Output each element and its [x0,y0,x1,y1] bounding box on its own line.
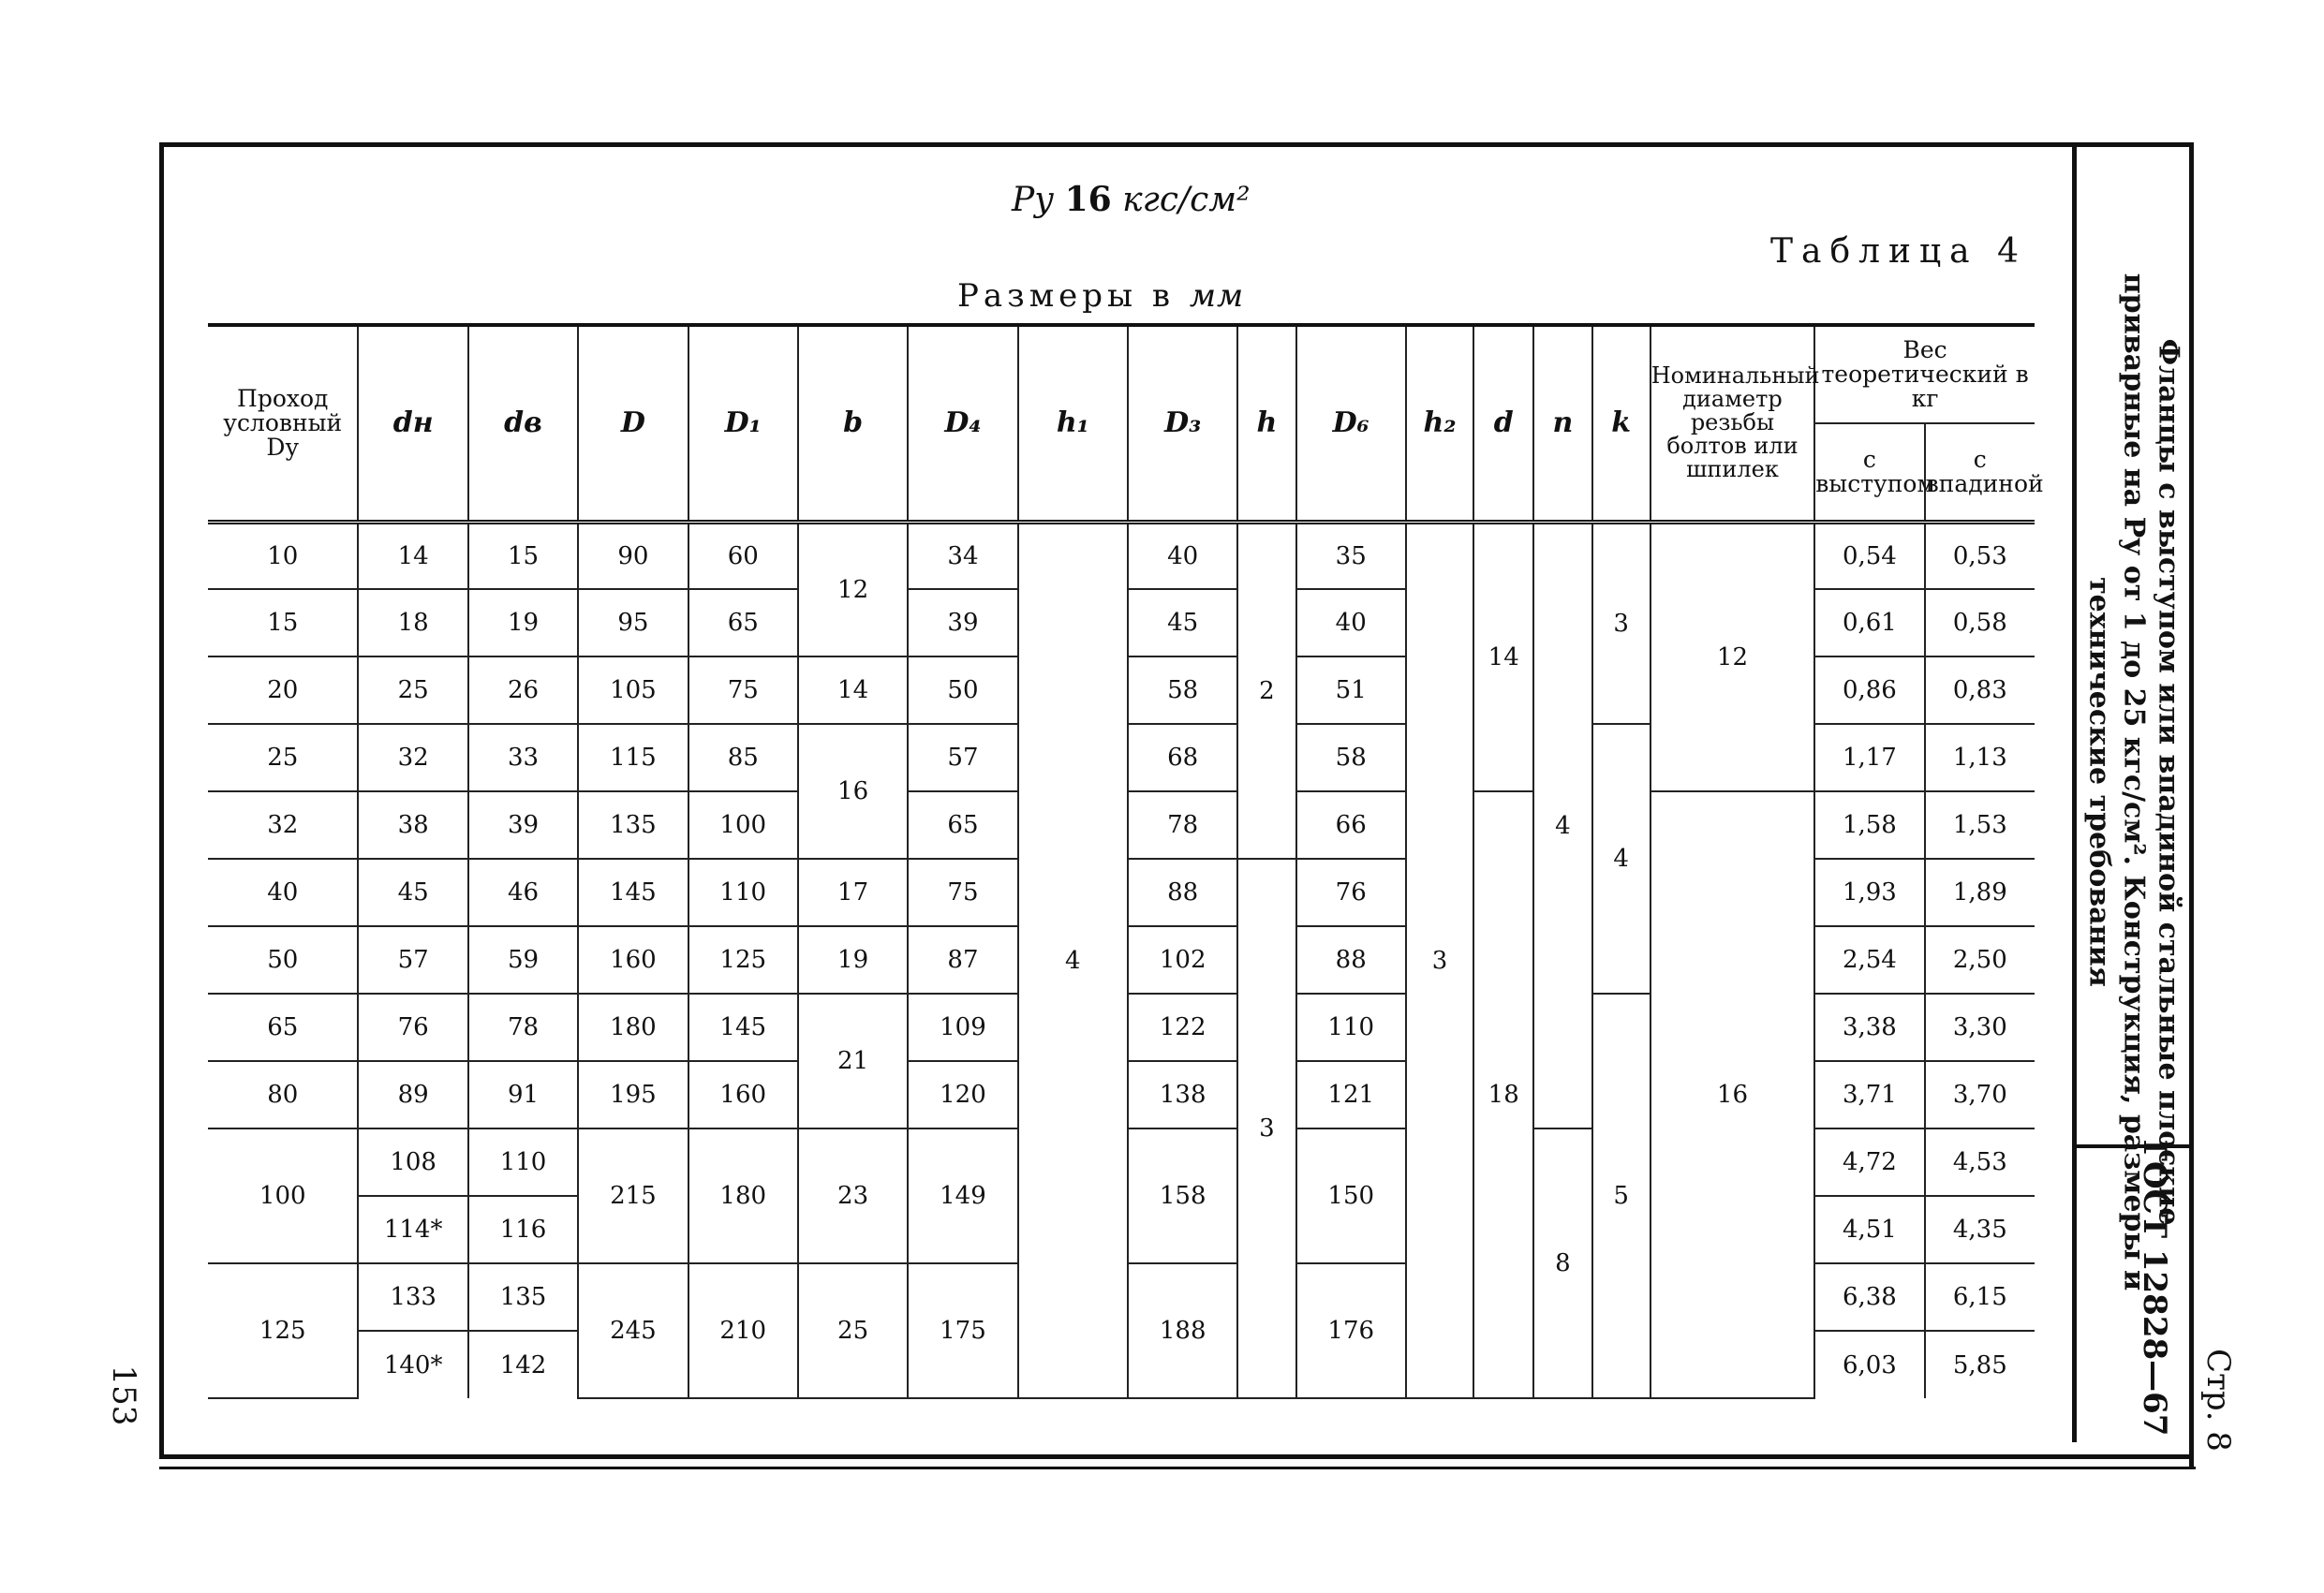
cell-dv: 26 [468,656,578,724]
cell-h: 2 [1237,522,1295,859]
cell-dn: 14 [358,522,467,589]
col-dn-header: dн [358,325,467,522]
side-separator [2072,142,2077,1442]
cell-h2: 3 [1406,522,1473,1398]
col-d-header: d [1473,325,1533,522]
cell-D: 160 [578,926,688,994]
cell-D4: 87 [908,926,1017,994]
cell-k: 3 [1592,522,1650,724]
cell-dv: 59 [468,926,578,994]
cell-D3: 102 [1128,926,1237,994]
cell-w-protrusion: 3,71 [1814,1061,1924,1128]
cell-w-protrusion: 1,58 [1814,791,1924,859]
cell-dv: 91 [468,1061,578,1128]
cell-w-protrusion: 6,38 [1814,1263,1924,1331]
cell-dn: 32 [358,724,467,791]
cell-D: 215 [578,1128,688,1263]
cell-dy: 65 [208,994,358,1061]
cell-k: 5 [1592,994,1650,1398]
cell-D6: 176 [1296,1263,1406,1398]
cell-D4: 57 [908,724,1017,791]
col-thread-header: Номинальный диаметр резьбы болтов или шпилек [1650,325,1815,522]
cell-D6: 58 [1296,724,1406,791]
cell-dv: 33 [468,724,578,791]
cell-dn: 114* [358,1196,467,1263]
cell-D6: 150 [1296,1128,1406,1263]
cell-D6: 40 [1296,589,1406,656]
cell-dn: 45 [358,859,467,926]
cell-b: 25 [798,1263,908,1398]
cell-w-protrusion: 0,61 [1814,589,1924,656]
cell-D: 145 [578,859,688,926]
col-k-header: k [1592,325,1650,522]
cell-D: 195 [578,1061,688,1128]
cell-b: 23 [798,1128,908,1263]
cell-d: 14 [1473,522,1533,791]
cell-dn: 108 [358,1128,467,1196]
cell-w-recess: 0,58 [1925,589,2035,656]
cell-w-recess: 6,15 [1925,1263,2035,1331]
flange-dimensions-table [208,323,2044,1399]
cell-D1: 145 [688,994,798,1061]
cell-h1: 4 [1018,522,1128,1398]
table-label: Таблица 4 [1770,232,2027,271]
cell-D3: 188 [1128,1263,1237,1398]
cell-D3: 122 [1128,994,1237,1061]
cell-D6: 110 [1296,994,1406,1061]
cell-dv: 110 [468,1128,578,1196]
cell-D3: 68 [1128,724,1237,791]
cell-w-recess: 0,53 [1925,522,2035,589]
frame-bottom-line [159,1467,2196,1469]
cell-D4: 175 [908,1263,1017,1398]
cell-dy: 80 [208,1061,358,1128]
col-D3-header: D₃ [1128,325,1237,522]
cell-b: 12 [798,522,908,656]
cell-D1: 100 [688,791,798,859]
col-w-recess-header: с впадиной [1925,423,2035,522]
cell-w-protrusion: 4,72 [1814,1128,1924,1196]
cell-D3: 88 [1128,859,1237,926]
cell-h: 3 [1237,859,1295,1398]
cell-dy: 50 [208,926,358,994]
cell-dv: 15 [468,522,578,589]
cell-dn: 76 [358,994,467,1061]
cell-w-protrusion: 3,38 [1814,994,1924,1061]
cell-k: 4 [1592,724,1650,994]
page-number: 153 [105,1364,142,1426]
col-n-header: n [1533,325,1591,522]
cell-D1: 65 [688,589,798,656]
col-D4-header: D₄ [908,325,1017,522]
col-D-header: D [578,325,688,522]
frame-right-line [2189,142,2194,1469]
cell-dn: 25 [358,656,467,724]
cell-b: 16 [798,724,908,859]
cell-w-recess: 3,70 [1925,1061,2035,1128]
cell-dn: 38 [358,791,467,859]
cell-D1: 210 [688,1263,798,1398]
col-b-header: b [798,325,908,522]
cell-dv: 78 [468,994,578,1061]
cell-D6: 76 [1296,859,1406,926]
cell-dy: 125 [208,1263,358,1398]
cell-dy: 100 [208,1128,358,1263]
page-label: Стр. 8 [2199,1349,2237,1452]
cell-w-protrusion: 1,93 [1814,859,1924,926]
cell-dn: 18 [358,589,467,656]
pressure-heading: Pу 16 кгс/см² [1012,180,1251,219]
cell-D4: 50 [908,656,1017,724]
cell-D: 245 [578,1263,688,1398]
cell-w-recess: 4,53 [1925,1128,2035,1196]
cell-D4: 109 [908,994,1017,1061]
cell-dn: 140* [358,1331,467,1398]
cell-dy: 15 [208,589,358,656]
cell-D1: 60 [688,522,798,589]
cell-thread: 12 [1650,522,1815,791]
cell-D1: 125 [688,926,798,994]
cell-w-protrusion: 0,54 [1814,522,1924,589]
cell-D: 180 [578,994,688,1061]
cell-b: 17 [798,859,908,926]
cell-b: 19 [798,926,908,994]
cell-D4: 65 [908,791,1017,859]
cell-dn: 57 [358,926,467,994]
cell-w-recess: 1,53 [1925,791,2035,859]
cell-w-protrusion: 4,51 [1814,1196,1924,1263]
col-w-protrusion-header: с выступом [1814,423,1924,522]
cell-D1: 75 [688,656,798,724]
cell-D4: 34 [908,522,1017,589]
cell-n: 8 [1533,1128,1591,1398]
units-caption: Размеры в мм [957,277,1245,315]
cell-w-protrusion: 0,86 [1814,656,1924,724]
cell-dy: 32 [208,791,358,859]
cell-D6: 35 [1296,522,1406,589]
cell-w-recess: 5,85 [1925,1331,2035,1398]
cell-D: 115 [578,724,688,791]
col-dy-header: Проход условный Dу [208,325,358,522]
cell-dy: 25 [208,724,358,791]
table-row [208,522,2035,589]
cell-D4: 75 [908,859,1017,926]
cell-w-recess: 3,30 [1925,994,2035,1061]
cell-dv: 135 [468,1263,578,1331]
cell-dy: 40 [208,859,358,926]
cell-w-recess: 1,89 [1925,859,2035,926]
cell-dv: 142 [468,1331,578,1398]
cell-D3: 45 [1128,589,1237,656]
cell-D3: 138 [1128,1061,1237,1128]
cell-D: 135 [578,791,688,859]
cell-D4: 120 [908,1061,1017,1128]
cell-D3: 158 [1128,1128,1237,1263]
col-h1-header: h₁ [1018,325,1128,522]
cell-w-recess: 4,35 [1925,1196,2035,1263]
cell-d: 18 [1473,791,1533,1398]
side-title: Фланцы с выступом или впадиной стальные плоские приварные на Pу от 1 до 25 кгс/см². Конструкция, размеры и технические требования [2082,273,2185,1291]
col-weight-header: Вес теоретический в кг [1814,325,2035,423]
cell-D3: 40 [1128,522,1237,589]
cell-dy: 10 [208,522,358,589]
cell-b: 21 [798,994,908,1128]
cell-dy: 20 [208,656,358,724]
cell-D6: 88 [1296,926,1406,994]
cell-D3: 78 [1128,791,1237,859]
cell-D4: 149 [908,1128,1017,1263]
cell-D6: 51 [1296,656,1406,724]
cell-D1: 180 [688,1128,798,1263]
cell-D6: 66 [1296,791,1406,859]
cell-w-protrusion: 2,54 [1814,926,1924,994]
cell-D: 90 [578,522,688,589]
cell-D3: 58 [1128,656,1237,724]
cell-b: 14 [798,656,908,724]
cell-D4: 39 [908,589,1017,656]
cell-D: 105 [578,656,688,724]
cell-dv: 116 [468,1196,578,1263]
col-D1-header: D₁ [688,325,798,522]
cell-dv: 19 [468,589,578,656]
cell-n: 4 [1533,522,1591,1128]
cell-D6: 121 [1296,1061,1406,1128]
cell-dv: 39 [468,791,578,859]
cell-D1: 110 [688,859,798,926]
cell-D1: 160 [688,1061,798,1128]
cell-w-recess: 2,50 [1925,926,2035,994]
col-dv-header: dв [468,325,578,522]
cell-dv: 46 [468,859,578,926]
col-h-header: h [1237,325,1295,522]
cell-dn: 89 [358,1061,467,1128]
cell-D: 95 [578,589,688,656]
cell-D1: 85 [688,724,798,791]
col-h2-header: h₂ [1406,325,1473,522]
cell-w-recess: 1,13 [1925,724,2035,791]
cell-dn: 133 [358,1263,467,1331]
cell-w-recess: 0,83 [1925,656,2035,724]
cell-w-protrusion: 1,17 [1814,724,1924,791]
col-D6-header: D₆ [1296,325,1406,522]
cell-thread: 16 [1650,791,1815,1398]
gost-number: ГОСТ 12828—67 [2136,1139,2173,1437]
cell-w-protrusion: 6,03 [1814,1331,1924,1398]
